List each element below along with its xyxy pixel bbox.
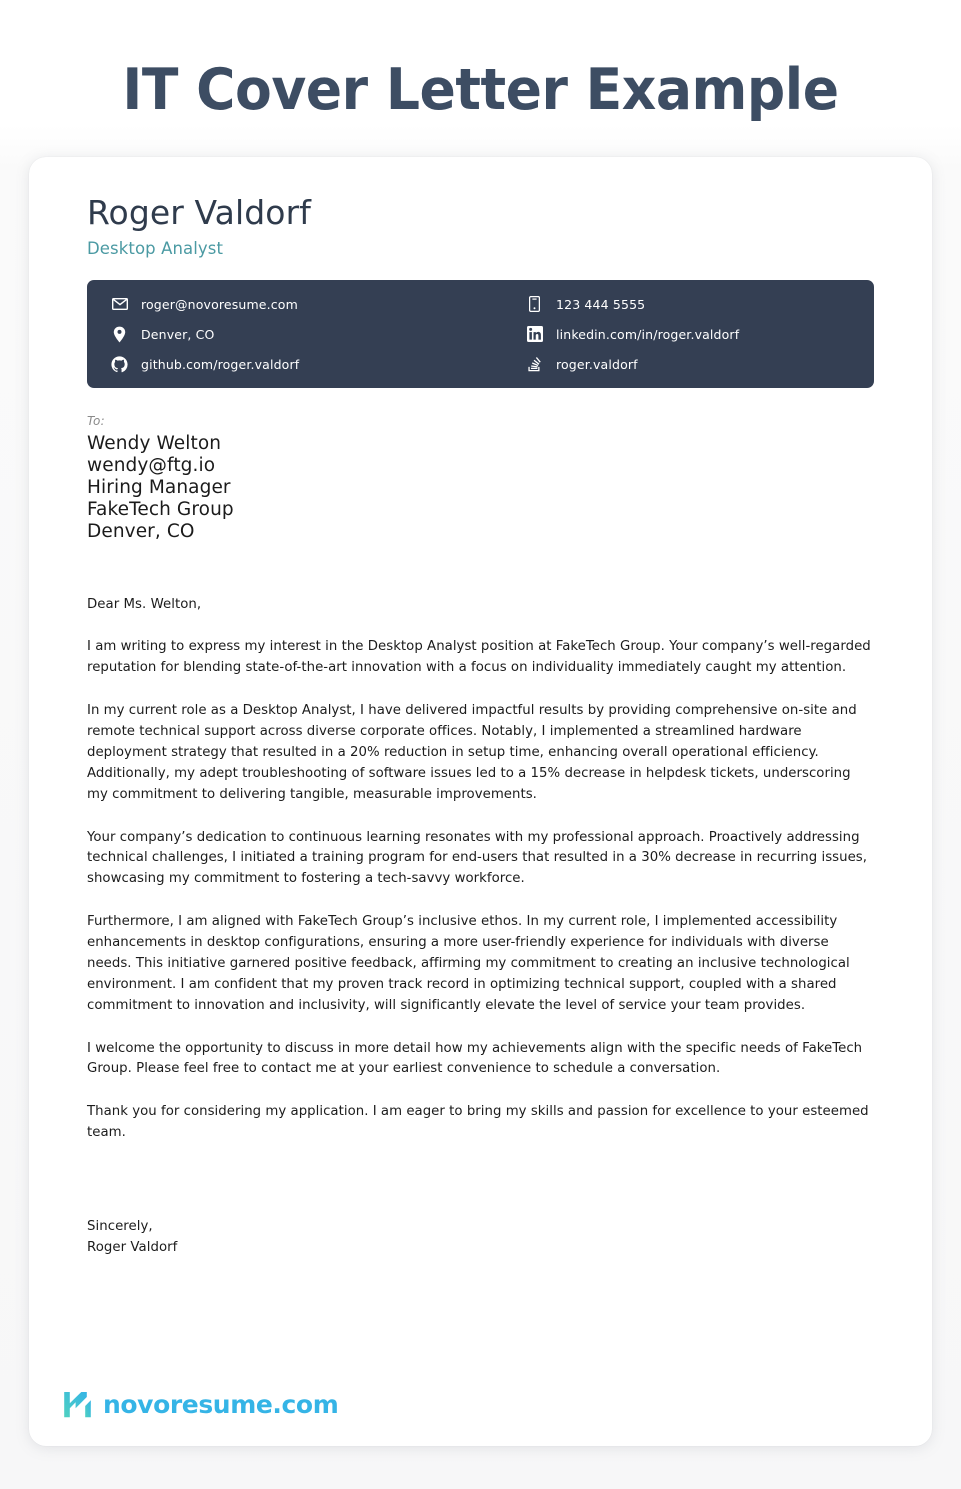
contact-item-github[interactable] xyxy=(111,355,526,373)
contact-bar xyxy=(87,280,874,388)
contact-value-linkedin: linkedin.com/in/roger.valdorf xyxy=(556,326,740,342)
candidate-name: Roger Valdorf xyxy=(87,193,311,233)
candidate-job-title: Desktop Analyst xyxy=(87,239,224,259)
phone-icon xyxy=(526,296,543,313)
body-paragraph: In my current role as a Desktop Analyst, I have delivered impactful results by providing comprehensive on-site and remote technical support across diverse corporate offices. Notably, I implemented a streamlined hardware deployment strategy that resulted in a 20% reduction in setup time, enhancing overall operational efficiency. Additionally, my adept troubleshooting of software issues led to a 15% decrease in helpdesk tickets, underscoring my commitment to delivering tangible, measurable improvements. xyxy=(87,703,857,802)
linkedin-icon xyxy=(526,326,543,343)
recipient-label: To: xyxy=(87,414,105,429)
novoresume-logo[interactable] xyxy=(61,1388,338,1421)
cover-letter-document xyxy=(29,157,932,1446)
contact-item-email[interactable] xyxy=(111,295,526,313)
body-paragraph: I am writing to express my interest in the Desktop Analyst position at FakeTech Group. Your company’s well-regarded reputation for blending state-of-the-art innovation with a focus on individuality immediately caught my attention. xyxy=(87,639,871,676)
envelope-icon xyxy=(111,296,128,313)
stackoverflow-icon xyxy=(526,356,543,373)
contact-item-linkedin[interactable] xyxy=(526,325,852,343)
page-title: IT Cover Letter Example xyxy=(122,57,839,124)
contact-value-location: Denver, CO xyxy=(141,326,215,342)
contact-value-email: roger@novoresume.com xyxy=(141,296,298,312)
sign-off-block xyxy=(87,1216,874,1258)
document-content xyxy=(29,157,932,1258)
body-paragraph: Furthermore, I am aligned with FakeTech Group’s inclusive ethos. In my current role, I implemented accessibility enhancements in desktop configurations, ensuring a more user-friendly experience for individuals with diverse needs. This initiative garnered positive feedback, affirming my commitment to creating an inclusive technological environment. I am confident that my proven track record in optimizing technical support, coupled with a shared commitment to innovation and inclusivity, will significantly elevate the level of service your team provides. xyxy=(87,914,850,1013)
contact-item-phone[interactable] xyxy=(526,295,852,313)
contact-item-location[interactable] xyxy=(111,325,526,343)
github-icon xyxy=(111,356,128,373)
contact-value-github: github.com/roger.valdorf xyxy=(141,356,300,372)
page-root xyxy=(0,38,961,1489)
contact-column-right xyxy=(526,295,852,373)
novoresume-n-mark-icon xyxy=(61,1388,94,1421)
recipient-role: Hiring Manager xyxy=(87,477,231,499)
location-pin-icon xyxy=(111,326,128,343)
closing-line: Sincerely, xyxy=(87,1219,153,1234)
contact-value-phone: 123 444 5555 xyxy=(556,296,646,312)
novoresume-wordmark: novoresume.com xyxy=(103,1390,339,1420)
letter-body xyxy=(87,595,874,1258)
signature-name: Roger Valdorf xyxy=(87,1240,178,1255)
body-paragraph: Your company’s dedication to continuous learning resonates with my professional approach. Proactively addressing technical challenges, I initiated a training program for end-users that resulted in a 30% decrease in recurring issues, showcasing my commitment to fostering a tech-savvy workforce. xyxy=(87,829,867,887)
recipient-block xyxy=(87,414,874,543)
recipient-location: Denver, CO xyxy=(87,521,195,543)
recipient-name: Wendy Welton xyxy=(87,433,222,455)
salutation: Dear Ms. Welton, xyxy=(87,597,202,613)
contact-column-left xyxy=(111,295,526,373)
contact-item-stackoverflow[interactable] xyxy=(526,355,852,373)
letter-header xyxy=(87,193,874,258)
body-paragraph: Thank you for considering my application. I am eager to bring my skills and passion for excellence to your esteemed team. xyxy=(87,1104,869,1141)
contact-value-stackoverflow: roger.valdorf xyxy=(556,356,638,372)
recipient-company: FakeTech Group xyxy=(87,499,234,521)
body-paragraph: I welcome the opportunity to discuss in more detail how my achievements align with the specific needs of FakeTech Group. Please feel free to contact me at your earliest convenience to schedule a conversation. xyxy=(87,1040,863,1077)
recipient-email: wendy@ftg.io xyxy=(87,455,216,477)
